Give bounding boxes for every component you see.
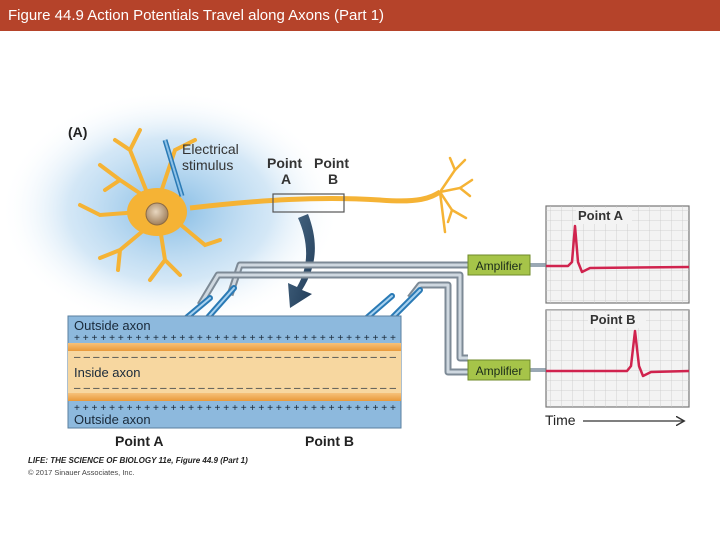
point-b-top-line1: Point	[314, 155, 349, 171]
stimulus-label-line1: Electrical	[182, 141, 239, 157]
point-a-top-line1: Point	[267, 155, 302, 171]
time-label: Time	[545, 412, 576, 428]
amplifier-2-label: Amplifier	[475, 364, 523, 378]
minus-row-top: – – – – – – – – – – – – – – – – – – – – – – – – – – – – – – – – – –	[74, 352, 397, 363]
stimulus-label-line2: stimulus	[182, 157, 234, 173]
point-a-bottom-label: Point A	[115, 433, 164, 449]
axon-terminal	[440, 158, 472, 232]
point-b-top-line2: B	[328, 171, 339, 187]
panel-label: (A)	[68, 124, 88, 140]
trace-a-label: Point A	[578, 208, 624, 223]
trace-b-label: Point B	[590, 312, 636, 327]
inside-axon-label: Inside axon	[74, 365, 141, 380]
plus-row-bottom: + + + + + + + + + + + + + + + + + + + + + + + + + + + + + + + + + + + + +	[74, 403, 397, 414]
neuron-nucleus	[146, 203, 168, 225]
credit-line-2: © 2017 Sinauer Associates, Inc.	[28, 468, 135, 477]
point-a-top-line2: A	[281, 171, 292, 187]
outside-axon-top-label: Outside axon	[74, 318, 151, 333]
minus-row-bottom: – – – – – – – – – – – – – – – – – – – – – – – – – – – – – – – – – –	[74, 383, 397, 394]
outside-axon-bottom-label: Outside axon	[74, 412, 151, 427]
slide-title: Figure 44.9 Action Potentials Travel along Axons (Part 1)	[8, 7, 385, 24]
plus-row-top: + + + + + + + + + + + + + + + + + + + + + + + + + + + + + + + + + + + + +	[74, 333, 397, 344]
point-b-bottom-label: Point B	[305, 433, 354, 449]
credit-line-1: LIFE: THE SCIENCE OF BIOLOGY 11e, Figure 44.9 (Part 1)	[28, 456, 248, 465]
amplifier-1-label: Amplifier	[475, 259, 523, 273]
